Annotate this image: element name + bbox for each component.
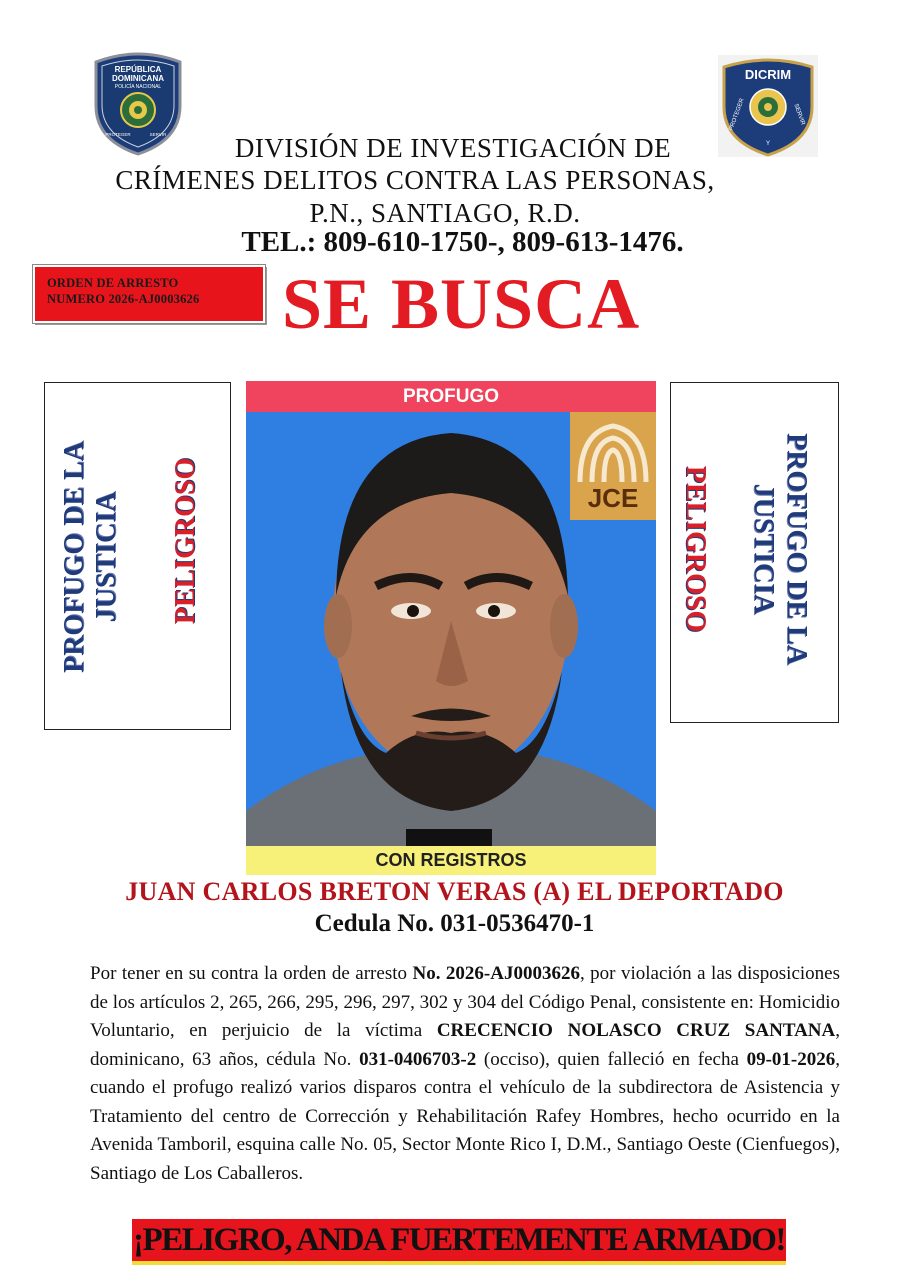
desc-part-2: , por violación a las disposiciones de los artículos 2, 265, 266, 295, 296, 297, 302 y 304 del Código Penal, consistente en: Homicidio Voluntario, en perjuicio de la víctima [90, 963, 841, 1041]
victim-name: CRECENCIO NOLASCO CRUZ SANTANA [436, 1020, 836, 1041]
suspect-photo [246, 381, 656, 875]
badge-right-proteger: PROTEGER [728, 97, 746, 132]
records-photo-label: CON REGISTROS [246, 846, 656, 875]
desc-part-3: , dominicano, 63 años, cédula No. [90, 1020, 840, 1070]
left-dangerous-label: PELIGROSO [170, 457, 201, 625]
jce-label: JCE [587, 483, 639, 513]
header-line-1: DIVISIÓN DE INVESTIGACIÓN DE [234, 133, 672, 163]
order-number-bold: No. 2026-AJ0003626 [412, 963, 580, 984]
desc-part-1: Por tener en su contra la orden de arresto [90, 963, 413, 984]
badge-left-servir: SERVIR [149, 132, 167, 137]
right-fugitive-line1: PROFUGO DE LA [781, 433, 812, 665]
death-date: 09-01-2026 [746, 1048, 836, 1070]
badge-right-y: Y [765, 141, 771, 147]
arrest-order-number: NUMERO 2026-AJ0003626 [47, 292, 200, 306]
badge-left-line2: DOMINICANA [112, 74, 164, 83]
badge-right-title: DICRIM [744, 67, 792, 82]
case-description [90, 960, 840, 1188]
fugitive-id-number: Cedula No. 031-0536470-1 [314, 910, 595, 937]
arrest-order-label: ORDEN DE ARRESTO [47, 276, 179, 290]
right-dangerous-label: PELIGROSO [680, 465, 711, 633]
armed-warning-text: ¡PELIGRO, ANDA FUERTEMENTE ARMADO! [133, 1222, 785, 1258]
desc-part-5: , cuando el profugo realizó varios disparos contra el vehículo de la subdirectora de Asistencia y Tratamiento del centro de Corrección y Rehabilitación Rafey Hombres, hecho ocurrido en la Avenida Tamboril, esquina calle No. 05, Sector Monte Rico I, D.M., Santiago Oeste (Cienfuegos), Santiago de Los Caballeros. [90, 1048, 840, 1184]
badge-left-line3: POLICÍA NACIONAL [114, 84, 162, 90]
right-side-panel [670, 382, 839, 723]
left-fugitive-line2: JUSTICIA [91, 491, 122, 623]
wanted-title: SE BUSCA [281, 264, 641, 344]
header-line-3: P.N., SANTIAGO, R.D. [309, 198, 581, 228]
phone-numbers: TEL.: 809-610-1750-, 809-613-1476. [241, 226, 684, 258]
jce-fingerprint-icon [570, 412, 656, 520]
desc-part-4: (occiso), quien falleció en fecha [476, 1048, 747, 1070]
victim-id: 031-0406703-2 [359, 1048, 477, 1070]
armed-warning-banner [132, 1219, 786, 1265]
left-fugitive-line1: PROFUGO DE LA [59, 441, 90, 673]
fugitive-name: JUAN CARLOS BRETON VERAS (A) EL DEPORTADO [125, 877, 784, 906]
right-fugitive-line2: JUSTICIA [748, 483, 779, 615]
header-line-2: CRÍMENES DELITOS CONTRA LAS PERSONAS, [115, 165, 715, 195]
badge-left-proteger: PROTEGER [105, 132, 131, 137]
arrest-order-box [33, 265, 265, 323]
left-side-panel [44, 382, 231, 730]
badge-right-servir: SERVIR [792, 103, 806, 127]
badge-left-line1: REPÚBLICA [114, 65, 162, 74]
fugitive-photo-label: PROFUGO [246, 381, 656, 412]
